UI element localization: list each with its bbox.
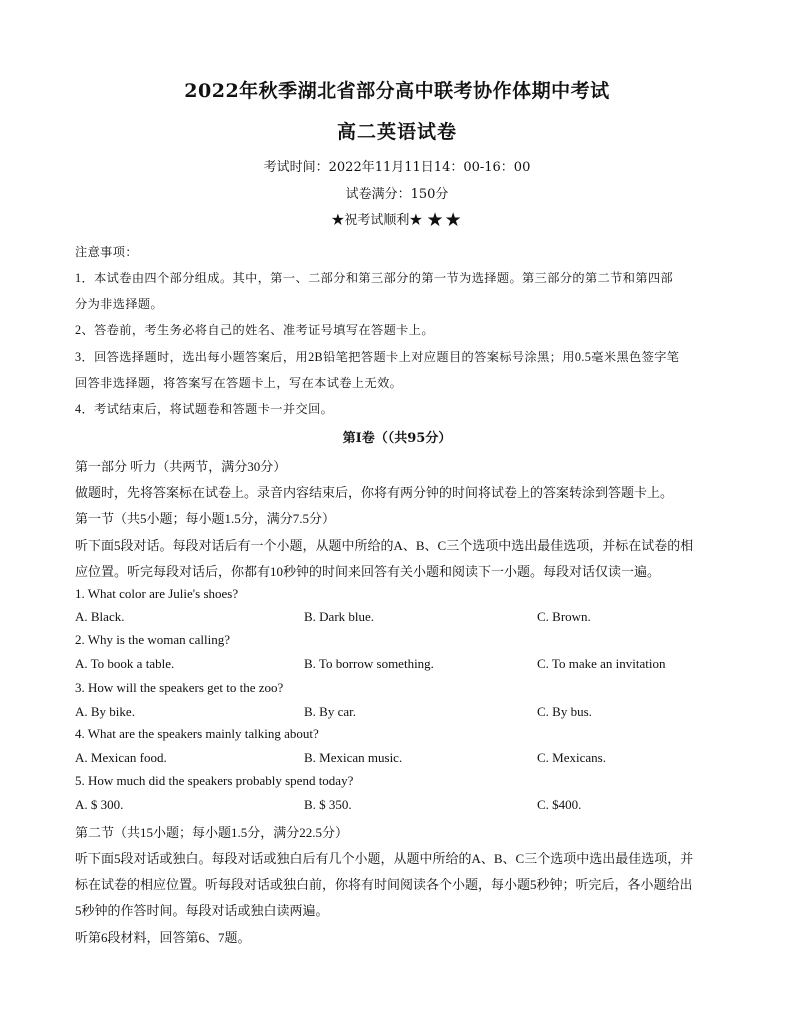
section1-instruction: 听下面5段对话。每段对话后有一个小题，从题中所给的A、B、C三个选项中选出最佳选项，并标在试卷的相	[75, 538, 694, 553]
part1-heading: 第一部分 听力（共两节，满分30分）	[75, 459, 287, 474]
option-b: B. Dark blue.	[304, 609, 375, 624]
material-6-heading: 听第6段材料，回答第6、7题。	[75, 930, 251, 945]
option-c: C. Mexicans.	[537, 750, 606, 765]
note-line: 回答非选择题，将答案写在答题卡上，写在本试卷上无效。	[75, 376, 403, 390]
section2-instruction: 标在试卷的相应位置。听每段对话或独白前，你将有时间阅读各个小题，每小题5秒钟；听完后，各小题给出	[75, 877, 693, 892]
note-line: 分为非选择题。	[75, 297, 164, 311]
volume-title: 第Ⅰ卷（（共95分）	[342, 431, 452, 446]
option-a: A. $ 300.	[75, 797, 124, 812]
question-stem: 5. How much did the speakers probably spend today?	[75, 773, 354, 788]
option-b: B. $ 350.	[304, 797, 352, 812]
option-c: C. $400.	[537, 797, 582, 812]
option-b: B. Mexican music.	[304, 750, 403, 765]
question-stem: 2. Why is the woman calling?	[75, 632, 231, 647]
section1-heading: 第一节（共5小题；每小题1.5分，满分7.5分）	[75, 511, 336, 526]
question-stem: 3. How will the speakers get to the zoo?	[75, 680, 284, 695]
exam-title: 2022年秋季湖北省部分高中联考协作体期中考试	[184, 80, 610, 102]
option-c: C. Brown.	[537, 609, 591, 624]
part1-instruction: 做题时，先将答案标在试卷上。录音内容结束后，你将有两分钟的时间将试卷上的答案转涂到答题卡上。	[75, 485, 674, 500]
section2-heading: 第二节（共15小题；每小题1.5分，满分22.5分）	[75, 825, 349, 840]
note-line: 1．本试卷由四个部分组成。其中，第一、二部分和第三部分的第一节为选择题。第三部分的第二节和第四部	[75, 271, 674, 285]
option-b: B. To borrow something.	[304, 656, 434, 671]
option-a: A. To book a table.	[75, 656, 175, 671]
note-line: 4．考试结束后，将试题卷和答题卡一并交回。	[75, 402, 334, 416]
option-b: B. By car.	[304, 704, 356, 719]
note-line: 2、答卷前，考生务必将自己的姓名、准考证号填写在答题卡上。	[75, 323, 434, 337]
note-line: 3．回答选择题时，选出每小题答案后，用2B铅笔把答题卡上对应题目的答案标号涂黑；用0.5毫米黑色签字笔	[75, 350, 680, 364]
wish-text: ★祝考试顺利★	[331, 213, 423, 228]
wish-line	[0, 209, 794, 231]
option-a: A. Black.	[75, 609, 125, 624]
option-c: C. To make an invitation	[537, 656, 666, 671]
section2-instruction: 5秒钟的作答时间。每段对话或独白读两遍。	[75, 903, 329, 918]
full-score: 试卷满分：150分	[345, 187, 449, 202]
notes-heading: 注意事项：	[75, 245, 138, 259]
question-stem: 1. What color are Julie's shoes?	[75, 586, 239, 601]
section1-instruction: 应位置。听完每段对话后，你都有10秒钟的时间来回答有关小题和阅读下一小题。每段对话仅读一遍。	[75, 564, 661, 579]
section2-instruction: 听下面5段对话或独白。每段对话或独白后有几个小题，从题中所给的A、B、C三个选项中选出最佳选项，并	[75, 851, 694, 866]
exam-subtitle: 高二英语试卷	[336, 121, 457, 143]
option-a: A. Mexican food.	[75, 750, 167, 765]
question-stem: 4. What are the speakers mainly talking about?	[75, 726, 319, 741]
option-a: A. By bike.	[75, 704, 135, 719]
option-c: C. By bus.	[537, 704, 592, 719]
star-icon: ★★	[426, 209, 463, 231]
exam-time: 考试时间：2022年11月11日14：00-16：00	[263, 160, 531, 175]
